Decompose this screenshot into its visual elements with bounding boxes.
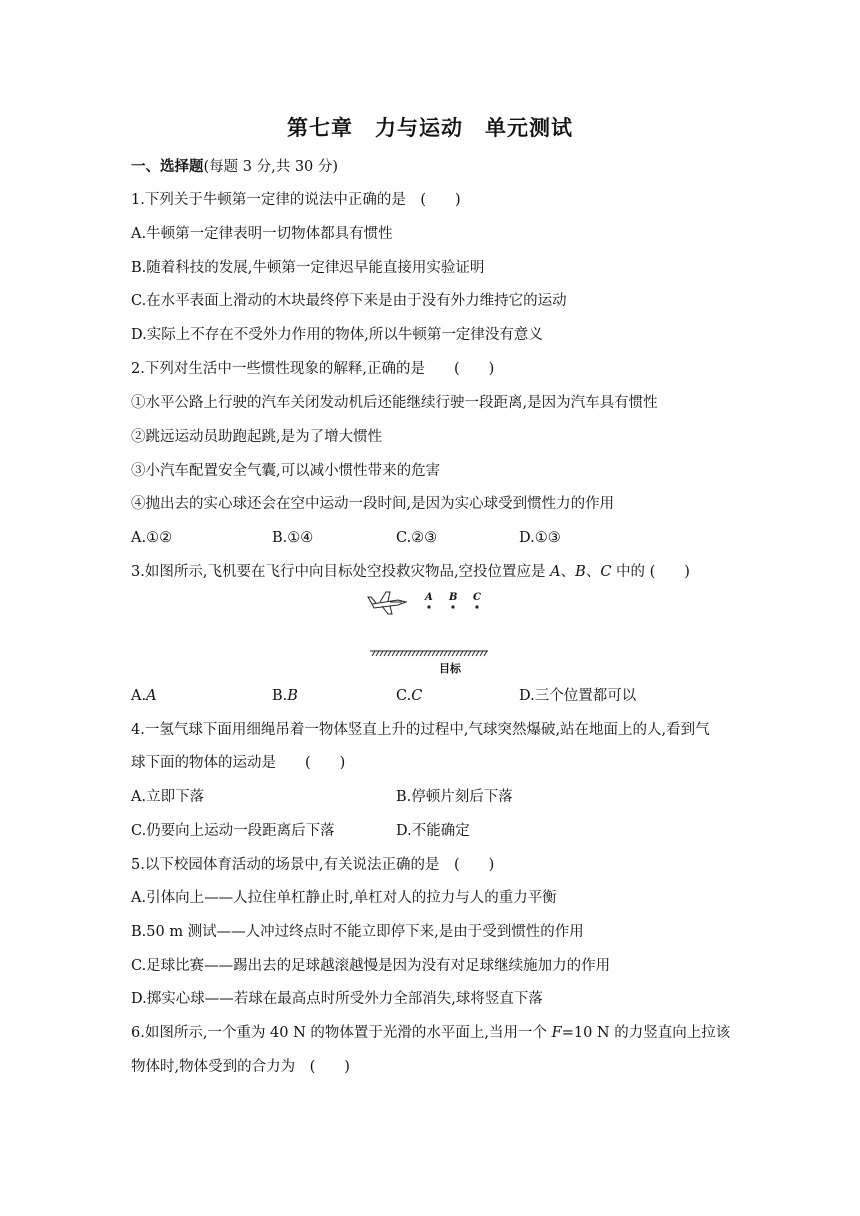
q2-option-b: B.①④ bbox=[272, 530, 314, 546]
drop-point-a bbox=[427, 605, 430, 608]
q2-statement-2: ②跳远运动员助跑起跳,是为了增大惯性 bbox=[131, 429, 383, 445]
q6-stem-line-1: 6.如图所示,一个重为 40 N 的物体置于光滑的水平面上,当用一个 F=10 N 的力竖直向上拉该 bbox=[131, 1025, 731, 1041]
q3-option-d: D.三个位置都可以 bbox=[519, 688, 637, 704]
q4-option-a: A.立即下落 bbox=[131, 789, 205, 805]
section-heading bbox=[131, 157, 338, 177]
q1-stem: 1.下列关于牛顿第一定律的说法中正确的是 ( ) bbox=[131, 192, 461, 208]
q4-stem-line-2: 球下面的物体的运动是 ( ) bbox=[131, 755, 346, 771]
q2-option-a: A.①② bbox=[131, 530, 173, 546]
drop-point-c bbox=[475, 605, 478, 608]
q6-stem-line-2: 物体时,物体受到的合力为 ( ) bbox=[131, 1059, 350, 1075]
q3-stem: 3.如图所示,飞机要在飞行中向目标处空投救灾物品,空投位置应是 A、B、C 中的 ( ) bbox=[131, 564, 690, 580]
q1-option-a: A.牛顿第一定律表明一切物体都具有惯性 bbox=[131, 226, 393, 242]
q4-stem-line-1: 4.一氢气球下面用细绳吊着一物体竖直上升的过程中,气球突然爆破,站在地面上的人,看到气 bbox=[131, 722, 710, 738]
q1-option-c: C.在水平表面上滑动的木块最终停下来是由于没有外力维持它的运动 bbox=[131, 293, 567, 309]
q4-option-d: D.不能确定 bbox=[396, 823, 470, 839]
q4-option-b: B.停顿片刻后下落 bbox=[396, 789, 513, 805]
section-title: 一、选择题 bbox=[131, 159, 204, 175]
target-label: 目标 bbox=[439, 662, 461, 675]
q5-option-a: A.引体向上——人拉住单杠静止时,单杠对人的拉力与人的重力平衡 bbox=[131, 890, 557, 906]
q5-option-b: B.50 m 测试——人冲过终点时不能立即停下来,是由于受到惯性的作用 bbox=[131, 924, 584, 940]
airplane-icon bbox=[368, 592, 406, 614]
q5-option-c: C.足球比赛——踢出去的足球越滚越慢是因为没有对足球继续施加力的作用 bbox=[131, 958, 611, 974]
q2-option-c: C.②③ bbox=[396, 530, 438, 546]
q5-option-d: D.掷实心球——若球在最高点时所受外力全部消失,球将竖直下落 bbox=[131, 991, 543, 1007]
drop-label-c: C bbox=[473, 592, 481, 603]
q1-option-d: D.实际上不存在不受外力作用的物体,所以牛顿第一定律没有意义 bbox=[131, 327, 543, 343]
q2-option-d: D.①③ bbox=[519, 530, 561, 546]
q3-option-c: C.C bbox=[396, 688, 423, 704]
q1-option-b: B.随着科技的发展,牛顿第一定律迟早能直接用实验证明 bbox=[131, 260, 485, 276]
q5-stem: 5.以下校园体育活动的场景中,有关说法正确的是 ( ) bbox=[131, 857, 495, 873]
q2-statement-4: ④抛出去的实心球还会在空中运动一段时间,是因为实心球受到惯性力的作用 bbox=[131, 496, 615, 512]
drop-point-b bbox=[451, 605, 454, 608]
page-title: 第七章 力与运动 单元测试 bbox=[287, 116, 573, 140]
q2-statement-3: ③小汽车配置安全气囊,可以减小惯性带来的危害 bbox=[131, 463, 441, 479]
section-note: (每题 3 分,共 30 分) bbox=[203, 159, 339, 175]
ground-line bbox=[370, 651, 488, 656]
q3-option-b: B.B bbox=[272, 688, 298, 704]
q3-option-a: A.A bbox=[131, 688, 157, 704]
drop-label-a: A bbox=[425, 592, 433, 603]
q2-stem: 2.下列对生活中一些惯性现象的解释,正确的是 ( ) bbox=[131, 361, 495, 377]
q2-statement-1: ①水平公路上行驶的汽车关闭发动机后还能继续行驶一段距离,是因为汽车具有惯性 bbox=[131, 395, 658, 411]
drop-label-b: B bbox=[449, 592, 458, 603]
q4-option-c: C.仍要向上运动一段距离后下落 bbox=[131, 823, 335, 839]
